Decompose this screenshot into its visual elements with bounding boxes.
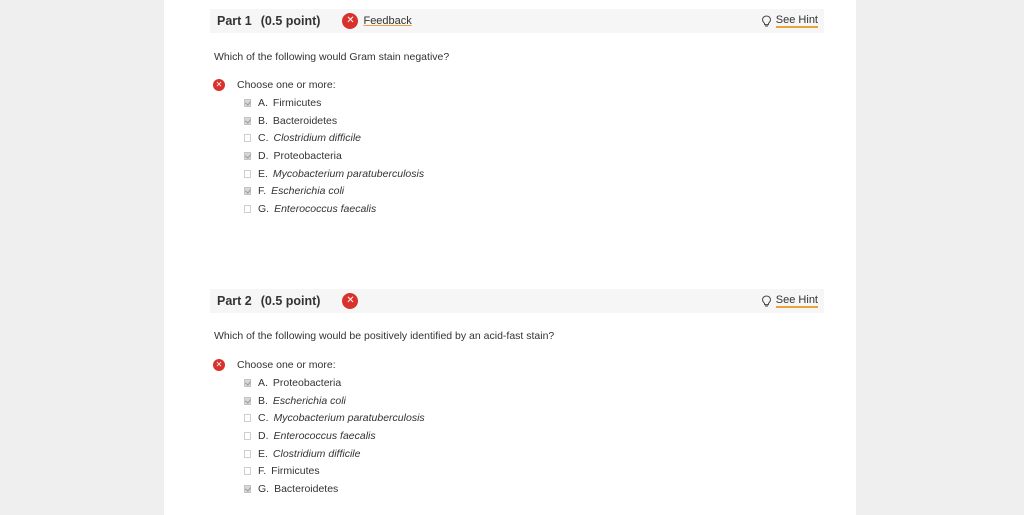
option-item[interactable]: [244, 409, 425, 427]
option-item[interactable]: [244, 182, 424, 200]
option-text: Proteobacteria: [272, 376, 342, 389]
option-checkbox[interactable]: [244, 397, 251, 405]
option-checkbox[interactable]: [244, 379, 251, 387]
option-item[interactable]: [244, 427, 425, 445]
option-letter: D.: [258, 149, 269, 162]
option-text: Escherichia coli: [271, 185, 345, 198]
part-title: Part 2: [217, 294, 252, 308]
option-checkbox[interactable]: [244, 485, 251, 493]
option-text: Bacteroidetes: [272, 114, 338, 127]
option-text: Escherichia coli: [272, 394, 346, 407]
option-item[interactable]: [244, 392, 425, 410]
option-text: Enterococcus faecalis: [274, 202, 377, 215]
options-list: [244, 94, 424, 218]
option-checkbox[interactable]: [244, 467, 251, 475]
see-hint-button[interactable]: [761, 14, 818, 28]
option-checkbox[interactable]: [244, 117, 251, 125]
question-text: Which of the following would be positively identified by an acid-fast stain?: [214, 330, 555, 342]
option-checkbox[interactable]: [244, 450, 251, 458]
option-text: Mycobacterium paratuberculosis: [273, 412, 425, 425]
option-text: Proteobacteria: [273, 149, 342, 162]
option-checkbox[interactable]: [244, 134, 251, 142]
lightbulb-icon: [761, 295, 772, 308]
option-checkbox[interactable]: [244, 99, 251, 107]
incorrect-x-icon: ✕: [342, 293, 358, 309]
option-text: Bacteroidetes: [274, 482, 339, 495]
option-letter: C.: [258, 132, 269, 145]
option-item[interactable]: [244, 445, 425, 463]
option-letter: D.: [258, 429, 269, 442]
option-checkbox[interactable]: [244, 205, 251, 213]
incorrect-x-icon: ✕: [213, 359, 225, 371]
option-text: Clostridium difficile: [273, 132, 362, 145]
option-letter: F.: [258, 185, 267, 198]
option-text: Mycobacterium paratuberculosis: [272, 167, 425, 180]
option-checkbox[interactable]: [244, 187, 251, 195]
feedback-link[interactable]: Feedback: [363, 15, 412, 27]
see-hint-button[interactable]: [761, 294, 818, 308]
option-item[interactable]: [244, 165, 424, 183]
option-item[interactable]: [244, 94, 424, 112]
option-letter: A.: [258, 96, 268, 109]
option-item[interactable]: [244, 374, 425, 392]
option-item[interactable]: [244, 129, 424, 147]
option-text: Firmicutes: [271, 465, 320, 478]
option-text: Firmicutes: [272, 96, 322, 109]
option-item[interactable]: [244, 200, 424, 218]
lightbulb-icon: [761, 15, 772, 28]
choose-label: Choose one or more:: [237, 359, 336, 371]
option-checkbox[interactable]: [244, 170, 251, 178]
option-letter: B.: [258, 114, 268, 127]
option-letter: E.: [258, 447, 268, 460]
option-letter: F.: [258, 465, 267, 478]
choose-row: [213, 359, 336, 371]
incorrect-x-icon: ✕: [213, 79, 225, 91]
part-title: Part 1: [217, 14, 252, 28]
option-letter: B.: [258, 394, 268, 407]
option-text: Clostridium difficile: [272, 447, 361, 460]
option-letter: G.: [258, 202, 270, 215]
question-text: Which of the following would Gram stain negative?: [214, 51, 450, 63]
option-checkbox[interactable]: [244, 152, 251, 160]
option-letter: A.: [258, 376, 268, 389]
option-letter: C.: [258, 412, 269, 425]
part-points: (0.5 point): [260, 14, 321, 28]
option-letter: G.: [258, 482, 270, 495]
part-points: (0.5 point): [260, 294, 321, 308]
incorrect-x-icon: ✕: [342, 13, 358, 29]
choose-row: [213, 79, 336, 91]
options-list: [244, 374, 425, 498]
part-header: [210, 289, 824, 313]
option-item[interactable]: [244, 112, 424, 130]
option-item[interactable]: [244, 462, 425, 480]
choose-label: Choose one or more:: [237, 79, 336, 91]
quiz-page: [164, 0, 856, 515]
option-letter: E.: [258, 167, 268, 180]
see-hint-label: See Hint: [775, 14, 818, 26]
option-text: Enterococcus faecalis: [273, 429, 376, 442]
part-header: [210, 9, 824, 33]
option-item[interactable]: [244, 147, 424, 165]
option-item[interactable]: [244, 480, 425, 498]
option-checkbox[interactable]: [244, 432, 251, 440]
option-checkbox[interactable]: [244, 414, 251, 422]
see-hint-label: See Hint: [775, 294, 818, 306]
